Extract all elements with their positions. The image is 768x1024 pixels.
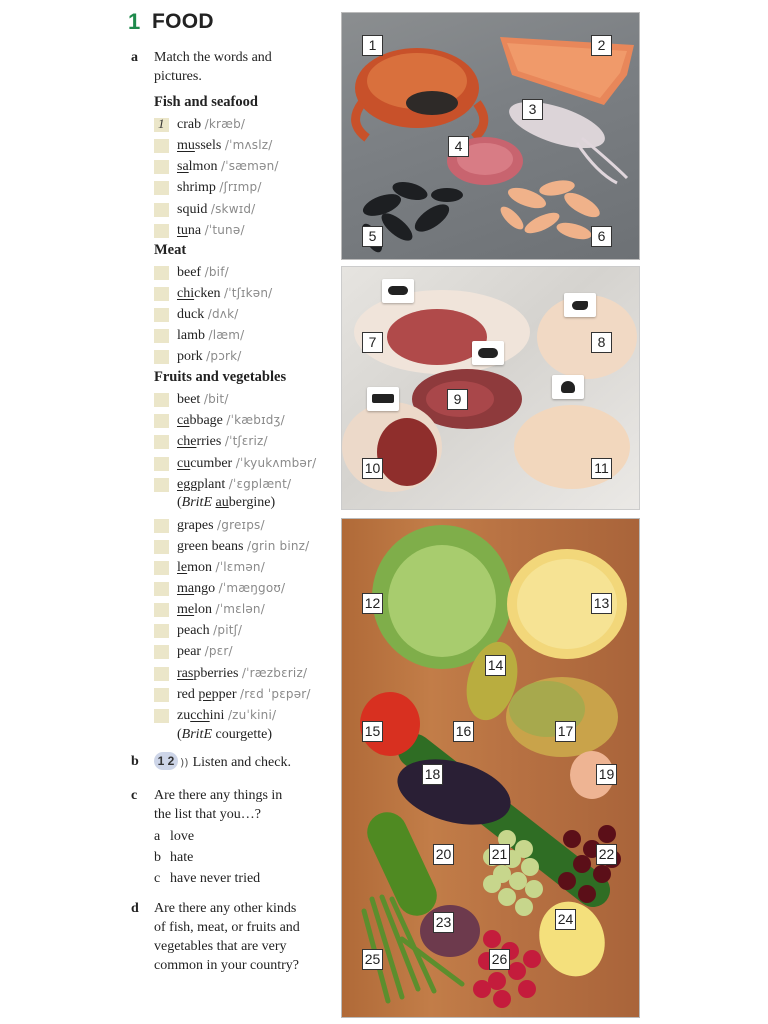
- paren: (: [177, 727, 182, 742]
- vocab-word: [177, 137, 273, 154]
- vocab-word: [177, 306, 238, 323]
- pronunciation: /ˈɛgplænt/: [228, 477, 292, 491]
- vocab-word: [177, 327, 244, 344]
- answer-box[interactable]: [154, 414, 169, 428]
- vocab-word: [177, 158, 279, 175]
- pronunciation: /kræb/: [204, 117, 246, 131]
- answer-box[interactable]: [154, 224, 169, 238]
- picture-number: 13: [591, 593, 612, 614]
- word-rest: squid: [177, 202, 208, 217]
- answer-box[interactable]: [154, 582, 169, 596]
- option-c: [154, 871, 260, 887]
- pronunciation: /ˈmɛlən/: [215, 602, 265, 616]
- answer-box[interactable]: [154, 624, 169, 638]
- question-line: of fish, meat, or fruits and: [154, 920, 300, 935]
- answer-box[interactable]: [154, 478, 169, 492]
- answer-box[interactable]: [154, 709, 169, 723]
- option-b: [154, 850, 193, 866]
- vocab-word: [177, 707, 276, 724]
- vocab-word: [177, 433, 268, 450]
- vocab-word: [177, 686, 311, 703]
- stressed-syllable: cu: [177, 456, 191, 471]
- vocab-word: [177, 412, 285, 429]
- word-rest: cken: [194, 286, 221, 301]
- word-rest: grapes: [177, 518, 214, 533]
- pronunciation: /ˈlɛmən/: [215, 560, 265, 574]
- answer-box[interactable]: [154, 561, 169, 575]
- section-d-question: [154, 899, 300, 975]
- word-rest: lmon: [188, 159, 218, 174]
- answer-box[interactable]: [154, 457, 169, 471]
- section-b-instruction: [154, 752, 291, 772]
- word-rest: crab: [177, 117, 202, 132]
- pronunciation: /ˈtʃɛriz/: [224, 434, 268, 448]
- word-prefix: red: [177, 687, 199, 702]
- vocab-word: [177, 601, 265, 618]
- stressed-syllable: le: [177, 560, 188, 575]
- picture-number: 21: [489, 844, 510, 865]
- brit-word: courgette): [215, 727, 273, 742]
- brit-label: BritE: [181, 495, 213, 510]
- category-heading: Fish and seafood: [154, 94, 258, 110]
- option-letter: c: [154, 871, 161, 886]
- pronunciation: /ˈmʌslz/: [224, 138, 273, 152]
- picture-number: 19: [596, 764, 617, 785]
- pronunciation: /ˈkyukʌmbər/: [235, 456, 317, 470]
- option-letter: b: [154, 850, 161, 865]
- duck-tag: [564, 293, 596, 317]
- sheep-tag: [472, 341, 504, 365]
- stressed-syllable: sa: [177, 159, 189, 174]
- stressed-syllable: mu: [177, 138, 195, 153]
- pronunciation: /ˈsæmən/: [220, 159, 279, 173]
- answer-box[interactable]: [154, 519, 169, 533]
- word-rest: beef: [177, 265, 202, 280]
- brit-word: bergine): [228, 495, 276, 510]
- pronunciation: /pɔrk/: [206, 349, 242, 363]
- question-line: Are there any other kinds: [154, 901, 297, 916]
- stressed-syllable: au: [215, 495, 229, 510]
- pig-icon: [388, 286, 408, 295]
- pronunciation: /pitʃ/: [213, 623, 243, 637]
- word-rest: ini: [209, 708, 225, 723]
- seafood-photo: [341, 12, 640, 260]
- unit-number: 1: [128, 9, 141, 34]
- stressed-syllable: cch: [190, 708, 210, 723]
- word-rest: beet: [177, 392, 201, 407]
- pronunciation: /ˈkæbɪdʒ/: [226, 413, 285, 427]
- stressed-syllable: ma: [177, 581, 195, 596]
- pronunciation: /greɪps/: [217, 518, 265, 532]
- word-rest: ssels: [194, 138, 222, 153]
- category-heading: Meat: [154, 242, 187, 258]
- pronunciation: /ˈtʃɪkən/: [224, 286, 273, 300]
- answer-box[interactable]: [154, 667, 169, 681]
- stressed-syllable: che: [177, 434, 197, 449]
- cow-icon: [372, 394, 394, 403]
- vocab-word: [177, 391, 229, 408]
- stressed-syllable: egg: [177, 477, 198, 492]
- section-a-instruction: [154, 48, 272, 86]
- vocab-word: [177, 476, 291, 493]
- vocab-word: [177, 264, 229, 281]
- picture-number: 16: [453, 721, 474, 742]
- word-rest: lon: [194, 602, 212, 617]
- word-rest: lamb: [177, 328, 205, 343]
- pronunciation: /bif/: [204, 265, 229, 279]
- pronunciation: /pɛr/: [204, 644, 233, 658]
- word-rest: ngo: [194, 581, 216, 596]
- word-rest: pork: [177, 349, 203, 364]
- question-line: Are there any things in: [154, 788, 283, 803]
- picture-number: 3: [522, 99, 543, 120]
- vocab-word: [177, 665, 307, 682]
- answer-box[interactable]: [154, 688, 169, 702]
- pronunciation: /ʃrɪmp/: [219, 180, 262, 194]
- cow-tag: [367, 387, 399, 411]
- question-line: the list that you…?: [154, 807, 261, 822]
- picture-number: 20: [433, 844, 454, 865]
- pronunciation: /ˈræzbɛriz/: [241, 666, 308, 680]
- vocab-word: [177, 559, 265, 576]
- picture-number: 18: [422, 764, 443, 785]
- pronunciation: /ˈmæŋgoʊ/: [218, 581, 286, 595]
- answer-box[interactable]: [154, 266, 169, 280]
- stressed-syllable: pe: [198, 687, 212, 702]
- picture-number: 2: [591, 35, 612, 56]
- word-prefix: zu: [177, 708, 191, 723]
- question-line: vegetables that are very: [154, 939, 287, 954]
- answer-box[interactable]: [154, 329, 169, 343]
- section-d-letter: d: [131, 901, 139, 916]
- pronunciation: /læm/: [208, 328, 245, 342]
- section-b-letter: b: [131, 754, 139, 769]
- vocab-word: [177, 538, 309, 555]
- vocab-word: [177, 179, 262, 196]
- audio-track-badge[interactable]: 1 2: [154, 752, 178, 770]
- word-rest: plant: [197, 477, 226, 492]
- vocab-word: [177, 643, 233, 660]
- answer-box[interactable]: [154, 181, 169, 195]
- vocab-word: [177, 116, 245, 133]
- word-rest: shrimp: [177, 180, 216, 195]
- vocab-word: [177, 201, 255, 218]
- word-rest: green beans: [177, 539, 244, 554]
- picture-number: 4: [448, 136, 469, 157]
- vocab-word: [177, 622, 242, 639]
- answer-box[interactable]: [154, 308, 169, 322]
- word-rest: pper: [211, 687, 237, 702]
- section-a-letter: a: [131, 50, 138, 65]
- word-rest: pberries: [193, 666, 239, 681]
- picture-number: 17: [555, 721, 576, 742]
- picture-number: 26: [489, 949, 510, 970]
- produce-photo: [341, 518, 640, 1018]
- picture-number: 8: [591, 332, 612, 353]
- option-a: [154, 829, 194, 845]
- meat-photo: [341, 266, 640, 510]
- picture-number: 9: [447, 389, 468, 410]
- word-rest: na: [187, 223, 202, 238]
- word-rest: mon: [187, 560, 212, 575]
- section-b-text: Listen and check.: [192, 755, 291, 770]
- pronunciation: /zuˈkini/: [227, 708, 277, 722]
- vocab-word: [177, 580, 285, 597]
- option-text: hate: [170, 850, 194, 865]
- vocab-word: [177, 455, 316, 472]
- pig-tag: [382, 279, 414, 303]
- answer-box[interactable]: [154, 435, 169, 449]
- paren: (: [177, 495, 182, 510]
- picture-number: 11: [591, 458, 612, 479]
- word-rest: duck: [177, 307, 205, 322]
- answer-box[interactable]: [154, 287, 169, 301]
- vocab-word: [177, 348, 242, 365]
- answer-box[interactable]: [154, 118, 169, 132]
- brit-alternative: [177, 727, 272, 743]
- picture-number: 22: [596, 844, 617, 865]
- section-c-question: [154, 786, 282, 824]
- answer-box[interactable]: [154, 160, 169, 174]
- pronunciation: /dʌk/: [207, 307, 239, 321]
- vocab-word: [177, 285, 272, 302]
- option-text: love: [170, 829, 195, 844]
- answer-box[interactable]: [154, 393, 169, 407]
- brit-alternative: [177, 495, 275, 511]
- unit-title: FOOD: [152, 10, 214, 33]
- stressed-syllable: tu: [177, 223, 188, 238]
- picture-number: 7: [362, 332, 383, 353]
- answer-box[interactable]: [154, 540, 169, 554]
- chicken-tag: [552, 375, 584, 399]
- audio-icon: )): [180, 756, 189, 769]
- word-rest: pear: [177, 644, 202, 659]
- picture-number: 15: [362, 721, 383, 742]
- vocab-word: [177, 517, 265, 534]
- pronunciation: /grin binz/: [246, 539, 310, 553]
- chicken-icon: [561, 381, 575, 393]
- brit-label: BritE: [181, 727, 213, 742]
- stressed-syllable: me: [177, 602, 195, 617]
- picture-number: 1: [362, 35, 383, 56]
- section-c-letter: c: [131, 788, 138, 803]
- question-line: common in your country?: [154, 958, 300, 973]
- category-heading: Fruits and vegetables: [154, 369, 287, 385]
- answer-box[interactable]: [154, 645, 169, 659]
- picture-number: 23: [433, 912, 454, 933]
- answer-number: 1: [158, 116, 165, 131]
- instruction-line: Match the words and: [154, 50, 272, 65]
- option-text: have never tried: [170, 871, 261, 886]
- answer-box[interactable]: [154, 350, 169, 364]
- picture-number: 12: [362, 593, 383, 614]
- answer-box[interactable]: [154, 139, 169, 153]
- stressed-syllable: ras: [177, 666, 194, 681]
- picture-number: 25: [362, 949, 383, 970]
- option-letter: a: [154, 829, 161, 844]
- pronunciation: /rɛd ˈpɛpər/: [240, 687, 311, 701]
- picture-number: 24: [555, 909, 576, 930]
- pronunciation: /bit/: [203, 392, 229, 406]
- answer-box[interactable]: [154, 603, 169, 617]
- pronunciation: /skwɪd/: [210, 202, 256, 216]
- picture-number: 5: [362, 226, 383, 247]
- stressed-syllable: ca: [177, 413, 190, 428]
- picture-number: 14: [485, 655, 506, 676]
- pronunciation: /ˈtunə/: [204, 223, 245, 237]
- word-rest: peach: [177, 623, 210, 638]
- instruction-line: pictures.: [154, 69, 202, 84]
- sheep-icon: [478, 348, 498, 358]
- word-rest: rries: [196, 434, 222, 449]
- picture-number: 6: [591, 226, 612, 247]
- vocab-word: [177, 222, 245, 239]
- duck-icon: [572, 301, 588, 310]
- stressed-syllable: chi: [177, 286, 195, 301]
- picture-number: 10: [362, 458, 383, 479]
- word-rest: bbage: [189, 413, 223, 428]
- word-rest: cumber: [190, 456, 233, 471]
- answer-box[interactable]: [154, 203, 169, 217]
